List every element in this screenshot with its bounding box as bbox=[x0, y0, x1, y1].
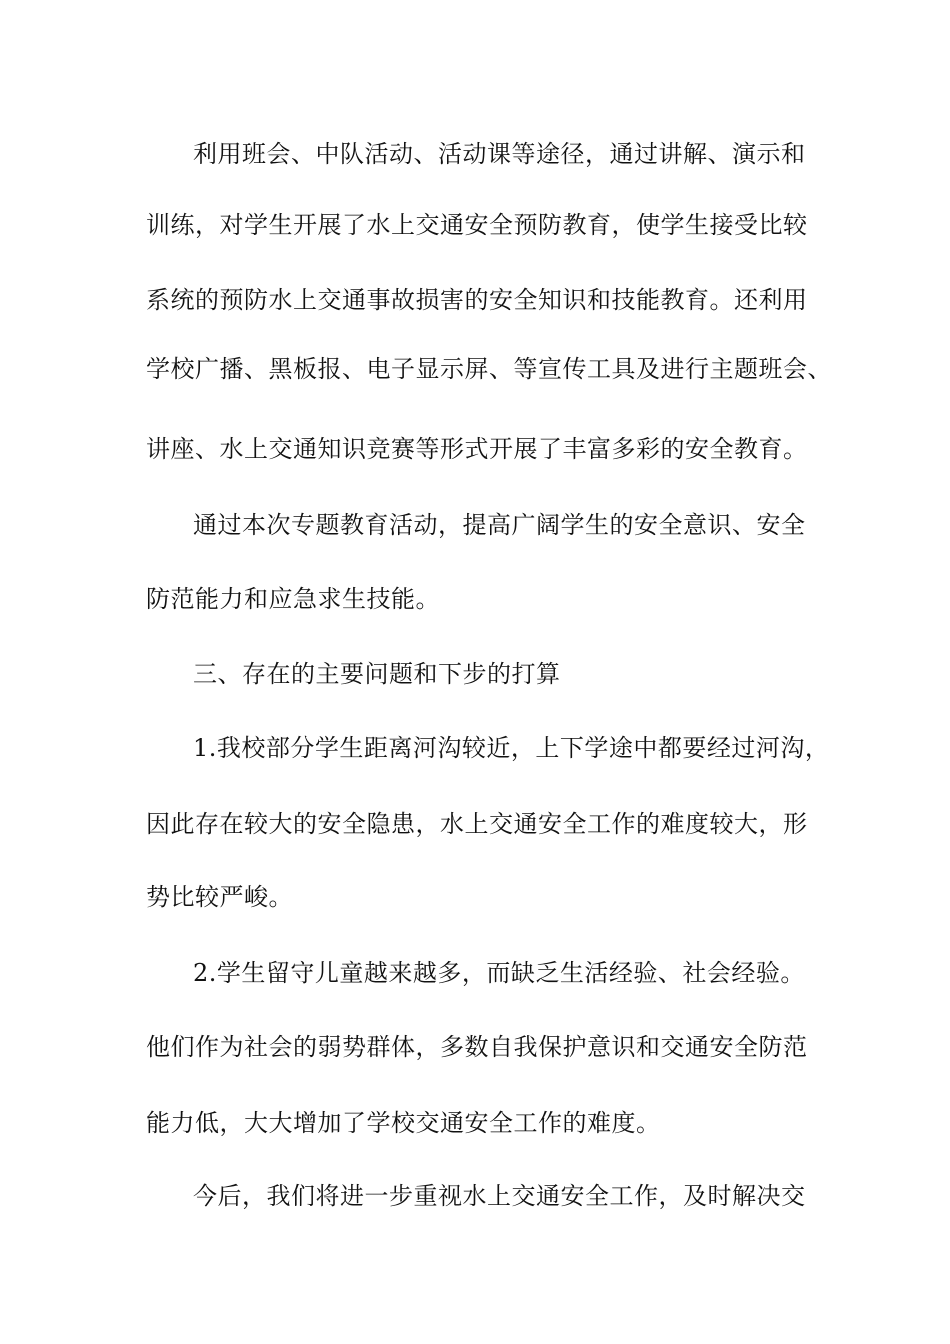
paragraph-line: 学校广播、黑板报、电子显示屏、等宣传工具及进行主题班会、 bbox=[146, 355, 832, 383]
paragraph-line: 因此存在较大的安全隐患，水上交通安全工作的难度较大，形 bbox=[146, 810, 808, 838]
paragraph-line: 今后，我们将进一步重视水上交通安全工作，及时解决交 bbox=[193, 1182, 806, 1210]
paragraph-line: 他们作为社会的弱势群体，多数自我保护意识和交通安全防范 bbox=[146, 1033, 808, 1061]
paragraph-line: 训练，对学生开展了水上交通安全预防教育，使学生接受比较 bbox=[146, 211, 808, 239]
paragraph-line: 讲座、水上交通知识竞赛等形式开展了丰富多彩的安全教育。 bbox=[146, 435, 808, 463]
paragraph-line: 势比较严峻。 bbox=[146, 883, 293, 911]
paragraph-line: 2.学生留守儿童越来越多，而缺乏生活经验、社会经验。 bbox=[193, 959, 805, 987]
paragraph-line: 1.我校部分学生距离河沟较近，上下学途中都要经过河沟， bbox=[193, 734, 830, 762]
paragraph-line: 系统的预防水上交通事故损害的安全知识和技能教育。还利用 bbox=[146, 286, 808, 314]
section-heading: 三、存在的主要问题和下步的打算 bbox=[193, 660, 561, 688]
paragraph-line: 防范能力和应急求生技能。 bbox=[146, 585, 440, 613]
paragraph-line: 利用班会、中队活动、活动课等途径，通过讲解、演示和 bbox=[193, 140, 806, 168]
paragraph-line: 通过本次专题教育活动，提高广阔学生的安全意识、安全 bbox=[193, 511, 806, 539]
paragraph-line: 能力低，大大增加了学校交通安全工作的难度。 bbox=[146, 1109, 661, 1137]
